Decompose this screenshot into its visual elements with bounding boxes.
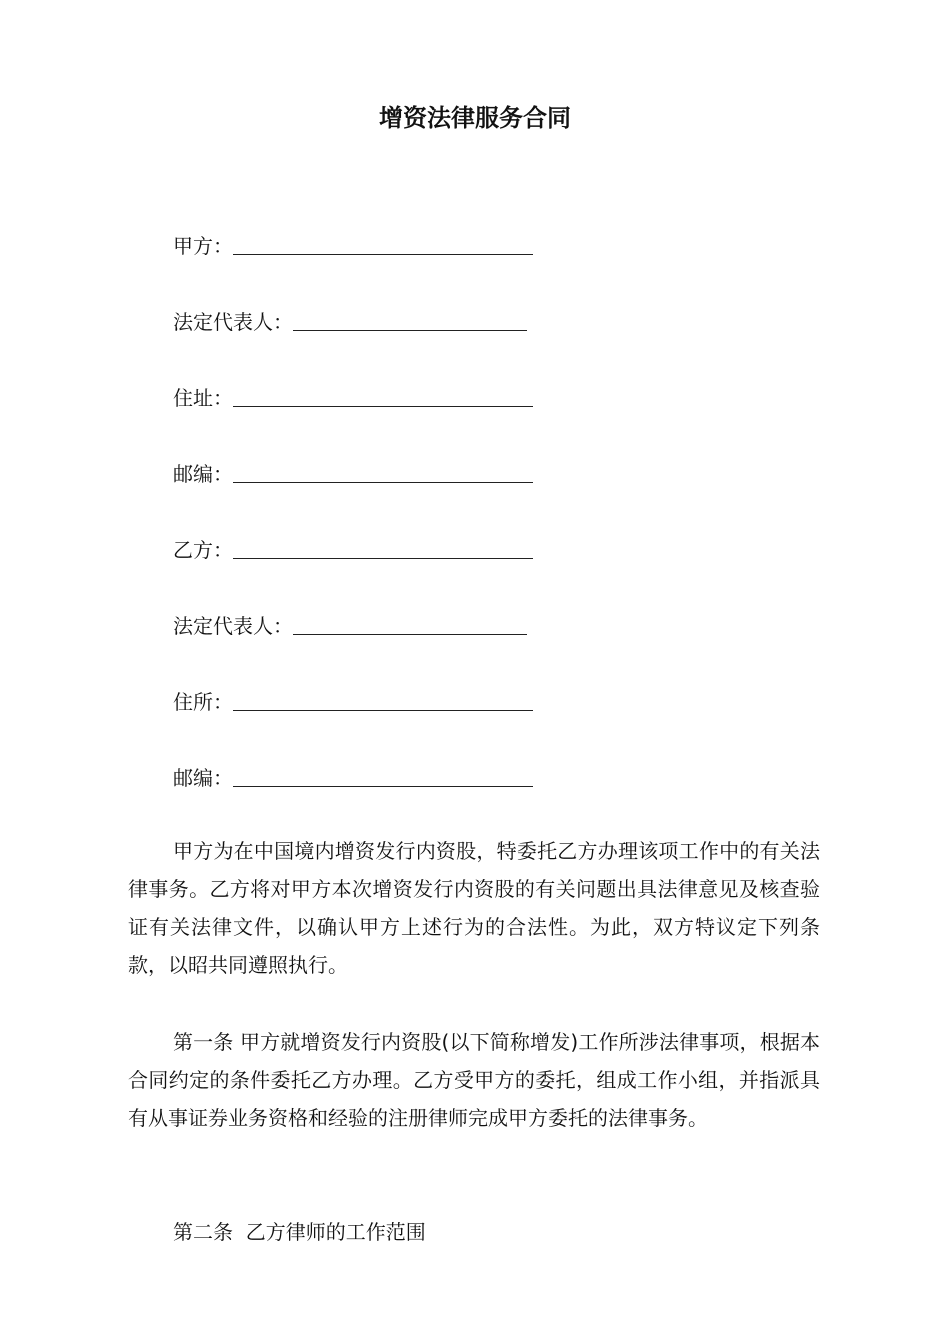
article-one-paragraph: 第一条 甲方就增资发行内资股(以下简称增发)工作所涉法律事项，根据本合同约定的条件委托乙方办理。乙方受甲方的委托，组成工作小组，并指派具有从事证券业务资格和经验的注册律师完成甲方委托的法律事务。 — [128, 1030, 820, 1130]
party-a-representative-label: 法定代表人： — [173, 310, 293, 334]
party-a-postcode-label: 邮编： — [173, 462, 233, 486]
party-a-representative-blank[interactable] — [293, 308, 527, 331]
party-b-representative-field — [173, 604, 527, 640]
party-b-postcode-blank[interactable] — [233, 764, 533, 787]
party-b-domicile-label: 住所： — [173, 690, 233, 714]
party-b-field — [173, 528, 533, 564]
party-b-representative-blank[interactable] — [293, 612, 527, 635]
party-a-field — [173, 224, 533, 260]
party-a-label: 甲方： — [173, 234, 233, 258]
article-two-heading: 第二条 乙方律师的工作范围 — [173, 1220, 426, 1244]
party-b-label: 乙方： — [173, 538, 233, 562]
party-a-address-label: 住址： — [173, 386, 233, 410]
party-a-postcode-field — [173, 452, 533, 488]
party-a-address-blank[interactable] — [233, 384, 533, 407]
party-b-domicile-field — [173, 680, 533, 716]
party-b-postcode-label: 邮编： — [173, 766, 233, 790]
party-b-blank[interactable] — [233, 536, 533, 559]
party-a-address-field — [173, 376, 533, 412]
party-b-domicile-blank[interactable] — [233, 688, 533, 711]
party-a-postcode-blank[interactable] — [233, 460, 533, 483]
party-a-representative-field — [173, 300, 527, 336]
preamble-paragraph: 甲方为在中国境内增资发行内资股，特委托乙方办理该项工作中的有关法律事务。乙方将对甲方本次增资发行内资股的有关问题出具法律意见及核查验证有关法律文件，以确认甲方上述行为的合法性。为此，双方特议定下列条款，以昭共同遵照执行。 — [128, 839, 820, 977]
party-b-postcode-field — [173, 756, 533, 792]
party-a-blank[interactable] — [233, 232, 533, 255]
party-b-representative-label: 法定代表人： — [173, 614, 293, 638]
document-title: 增资法律服务合同 — [379, 104, 571, 132]
